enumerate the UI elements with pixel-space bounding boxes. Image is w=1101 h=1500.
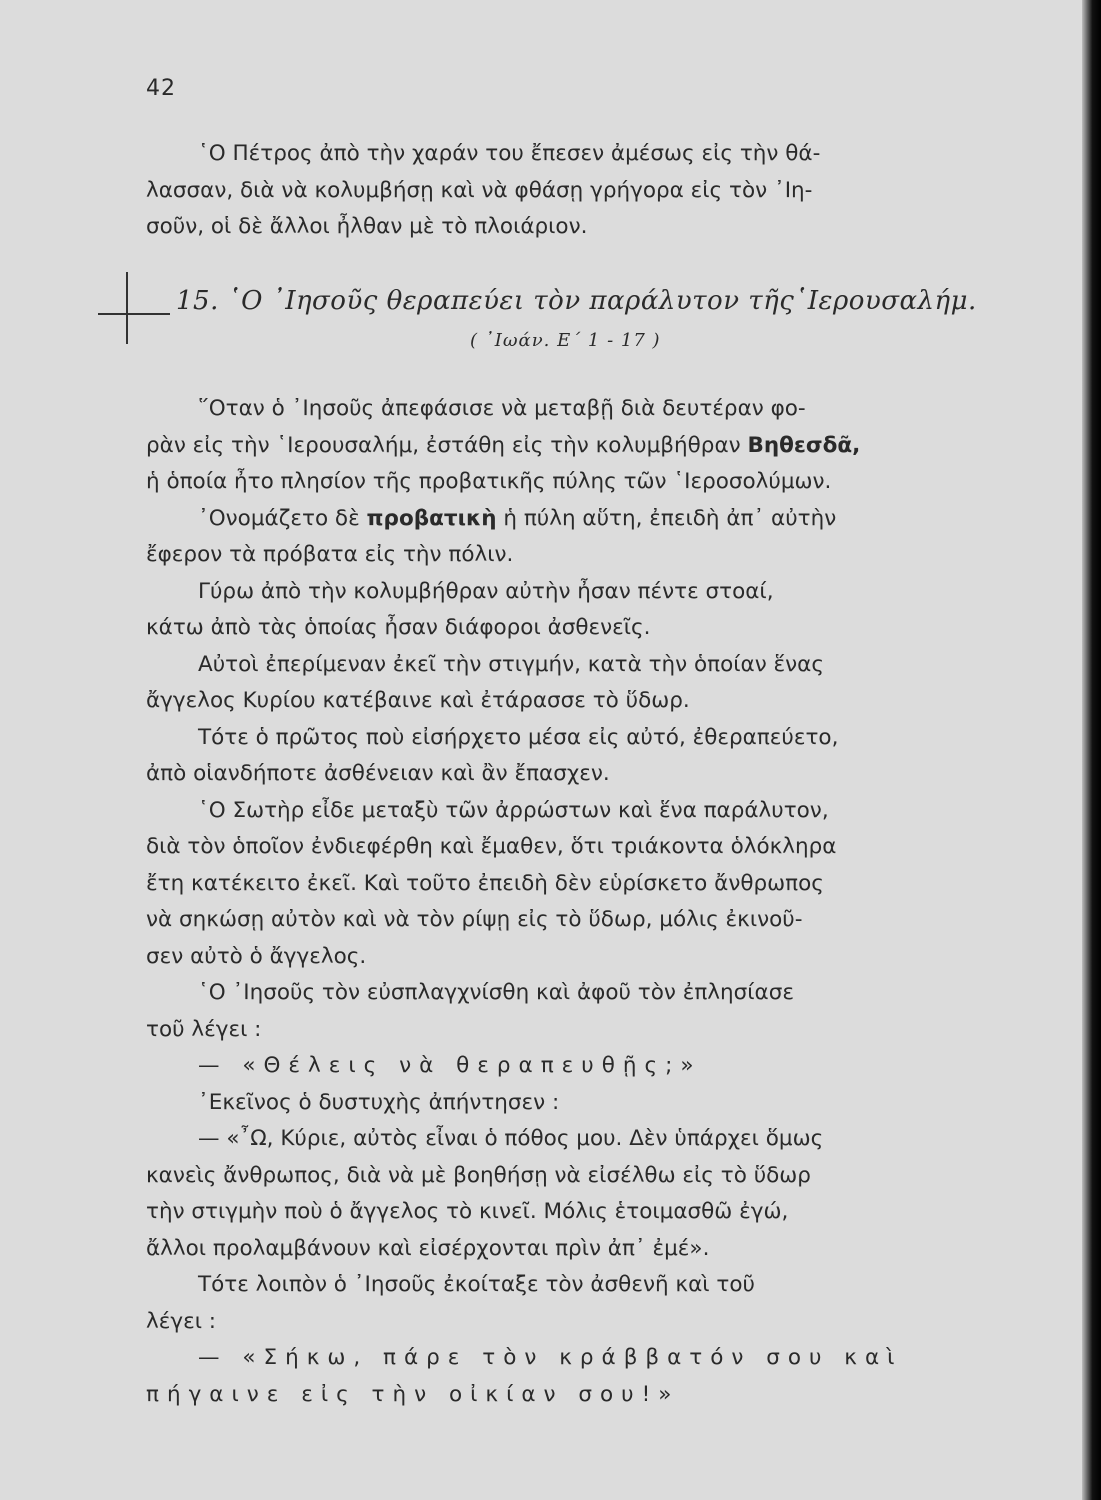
page-number: 42 (146, 76, 176, 101)
body-line-text: ρὰν εἰς τὴν ῾Ιερουσαλήμ, ἐστάθη εἰς τὴν κολυμβήθραν (146, 432, 748, 458)
body-line: ῞Οταν ὁ ᾿Ιησοῦς ἀπεφάσισε νὰ μεταβῇ διὰ δευτέραν φο- (198, 396, 806, 421)
body-line: ἀπὸ οἱανδήποτε ἀσθένειαν καὶ ἂν ἔπασχεν. (146, 761, 610, 786)
body-line: ἡ ὁποία ἦτο πλησίον τῆς προβατικῆς πύλης τῶν ῾Ιεροσολύμων. (146, 469, 832, 494)
body-line: ἔτη κατέκειτο ἐκεῖ. Καὶ τοῦτο ἐπειδὴ δὲν εὑρίσκετο ἄνθρωπος (146, 870, 824, 896)
body-text (146, 391, 1008, 1413)
margin-cross-mark (98, 313, 170, 315)
body-line: διὰ τὸν ὁποῖον ἐνδιεφέρθη καὶ ἔμαθεν, ὅτι τριάκοντα ὁλόκληρα (146, 834, 837, 859)
body-line: λέγει : (146, 1308, 217, 1334)
body-line: Γύρω ἀπὸ τὴν κολυμβήθραν αὐτὴν ἦσαν πέντε στοαί, (198, 578, 774, 604)
intro-line-2: λασσαν, διὰ νὰ κολυμβήσῃ καὶ νὰ φθάσῃ γρήγορα εἰς τὸν ᾿Ιη- (146, 177, 813, 203)
dialogue-line: — «Θέλεις νὰ θεραπευθῇς;» (198, 1053, 702, 1078)
book-spine-shadow (1082, 0, 1101, 1500)
body-line (146, 428, 1008, 465)
body-line: ῾Ο Σωτὴρ εἶδε μεταξὺ τῶν ἀρρώστων καὶ ἕνα παράλυτον, (198, 797, 829, 823)
intro-line-3: σοῦν, οἱ δὲ ἄλλοι ἦλθαν μὲ τὸ πλοιάριον. (146, 214, 588, 239)
dialogue-line: — «῏Ω, Κύριε, αὐτὸς εἶναι ὁ πόθος μου. Δὲν ὑπάρχει ὅμως (198, 1126, 824, 1151)
term-probatiki: προβατικὴ (366, 505, 497, 531)
body-line: ἄγγελος Κυρίου κατέβαινε καὶ ἐτάρασσε τὸ ὕδωρ. (146, 688, 690, 713)
body-line: κάτω ἀπὸ τὰς ὁποίας ἦσαν διάφοροι ἀσθενεῖς. (146, 615, 651, 640)
body-line: νὰ σηκώσῃ αὐτὸν καὶ νὰ τὸν ρίψῃ εἰς τὸ ὕδωρ, μόλις ἐκινοῦ- (146, 907, 803, 932)
body-line: τὴν στιγμὴν ποὺ ὁ ἄγγελος τὸ κινεῖ. Μόλις ἑτοιμασθῶ ἐγώ, (146, 1199, 789, 1224)
intro-paragraph (146, 136, 1008, 246)
scripture-reference: ( ᾿Ιωάν. Ε΄ 1 - 17 ) (470, 330, 661, 351)
body-line: ἔφερον τὰ πρόβατα εἰς τὴν πόλιν. (146, 542, 514, 567)
place-name-bethesda: Βηθεσδᾶ, (747, 432, 861, 458)
body-line: τοῦ λέγει : (146, 1016, 262, 1042)
body-line: σεν αὐτὸ ὁ ἄγγελος. (146, 943, 367, 969)
dialogue-line: — «Σήκω, πάρε τὸν κράββατόν σου καὶ (198, 1345, 903, 1370)
section-title: 15. ῾Ο ᾿Ιησοῦς θεραπεύει τὸν παράλυτον τῆς῾Ιερουσαλήμ. (176, 286, 977, 316)
body-line: ῾Ο ᾿Ιησοῦς τὸν εὐσπλαγχνίσθη καὶ ἀφοῦ τὸν ἐπλησίασε (198, 980, 794, 1005)
body-line: Τότε λοιπὸν ὁ ᾿Ιησοῦς ἐκοίταξε τὸν ἀσθενῆ καὶ τοῦ (198, 1272, 755, 1297)
body-line-text: ἡ πύλη αὕτη, ἐπειδὴ ἀπ᾿ αὐτὴν (496, 505, 837, 531)
body-line: Αὐτοὶ ἐπερίμεναν ἐκεῖ τὴν στιγμήν, κατὰ τὴν ὁποίαν ἕνας (198, 651, 824, 677)
body-line (146, 501, 1008, 538)
body-line: ἄλλοι προλαμβάνουν καὶ εἰσέρχονται πρὶν ἀπ᾿ ἐμέ». (146, 1235, 710, 1261)
body-line-text: ᾿Ονομάζετο δὲ (198, 505, 367, 531)
dialogue-line: πήγαινε εἰς τὴν οἰκίαν σου!» (146, 1381, 680, 1407)
body-line: ᾿Εκεῖνος ὁ δυστυχὴς ἀπήντησεν : (198, 1089, 560, 1115)
body-line: Τότε ὁ πρῶτος ποὺ εἰσήρχετο μέσα εἰς αὐτό, ἐθεραπεύετο, (198, 724, 839, 750)
intro-line-1: ῾Ο Πέτρος ἀπὸ τὴν χαράν του ἔπεσεν ἀμέσως εἰς τὴν θά- (198, 141, 821, 166)
margin-cross-mark-vertical (126, 272, 128, 344)
body-line: κανεὶς ἄνθρωπος, διὰ νὰ μὲ βοηθήσῃ νὰ εἰσέλθω εἰς τὸ ὕδωρ (146, 1162, 811, 1188)
